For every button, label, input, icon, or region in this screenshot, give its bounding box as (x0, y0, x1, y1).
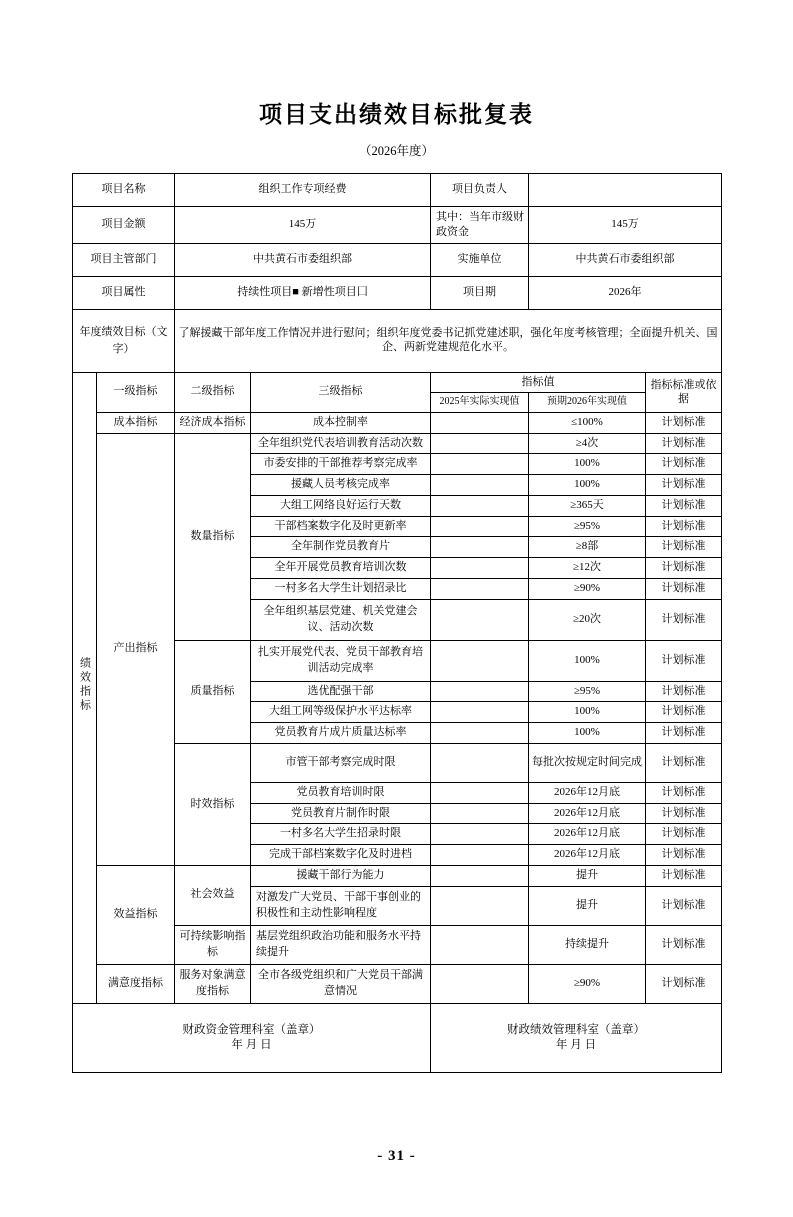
cell-value-2025 (431, 412, 529, 433)
cell-standard: 计划标准 (646, 782, 722, 803)
table-row (73, 412, 722, 433)
row-indicator-header (73, 372, 722, 393)
row-annual-goal (73, 309, 722, 372)
value-project-attribute: 持续性项目■ 新增性项目囗 (175, 276, 431, 309)
cell-value-2026: 提升 (529, 865, 646, 886)
cell-value-2025 (431, 537, 529, 558)
cell-level3: 全市各级党组织和广大党员干部满意情况 (251, 964, 431, 1003)
cell-value-2026: 2026年12月底 (529, 803, 646, 824)
label-project-amount: 项目金额 (73, 207, 175, 244)
cell-standard: 计划标准 (646, 824, 722, 845)
table-row (73, 865, 722, 886)
value-project-leader (529, 174, 722, 207)
cell-level3: 市管干部考察完成时限 (251, 743, 431, 782)
cell-value-2025 (431, 578, 529, 599)
cell-level2: 时效指标 (175, 743, 251, 865)
cell-level1: 效益指标 (97, 865, 175, 964)
cell-value-2026: ≥365天 (529, 495, 646, 516)
cell-standard: 计划标准 (646, 743, 722, 782)
cell-value-2026: ≥4次 (529, 433, 646, 454)
label-city-fund: 其中：当年市级财政资金 (431, 207, 529, 244)
label-performance-indicator: 绩效指标 (78, 657, 91, 714)
cell-standard: 计划标准 (646, 702, 722, 723)
cell-level3: 对激发广大党员、干部干事创业的积极性和主动性影响程度 (251, 886, 431, 925)
cell-standard: 计划标准 (646, 516, 722, 537)
cell-level1: 产出指标 (97, 433, 175, 865)
cell-level3: 市委安排的干部推荐考察完成率 (251, 454, 431, 475)
header-indicator-value: 指标值 (431, 372, 646, 393)
cell-level2: 社会效益 (175, 865, 251, 925)
cell-value-2026: 100% (529, 475, 646, 496)
row-supervising-dept (73, 243, 722, 276)
table-row (73, 964, 722, 1003)
cell-standard: 计划标准 (646, 495, 722, 516)
cell-level3: 党员教育培训时限 (251, 782, 431, 803)
cell-value-2025 (431, 640, 529, 681)
cell-standard: 计划标准 (646, 558, 722, 579)
cell-level3: 党员教育片制作时限 (251, 803, 431, 824)
header-level3: 三级指标 (251, 372, 431, 412)
header-value-2026: 预期2026年实现值 (529, 393, 646, 413)
cell-standard: 计划标准 (646, 964, 722, 1003)
cell-level3: 扎实开展党代表、党员干部教育培训活动完成率 (251, 640, 431, 681)
cell-level3: 大组工网等级保护水平达标率 (251, 702, 431, 723)
cell-value-2025 (431, 865, 529, 886)
label-project-leader: 项目负责人 (431, 174, 529, 207)
cell-value-2025 (431, 702, 529, 723)
cell-level3: 完成干部档案数字化及时进档 (251, 845, 431, 866)
signature-performance-management-date: 年 月 日 (555, 1038, 597, 1051)
cell-value-2026: ≤100% (529, 412, 646, 433)
cell-standard: 计划标准 (646, 454, 722, 475)
row-project-attribute (73, 276, 722, 309)
cell-level1: 满意度指标 (97, 964, 175, 1003)
cell-standard: 计划标准 (646, 681, 722, 702)
page-title: 项目支出绩效目标批复表 (259, 102, 534, 127)
cell-value-2026: ≥8部 (529, 537, 646, 558)
cell-level3: 选优配强干部 (251, 681, 431, 702)
cell-level3: 基层党组织政治功能和服务水平持续提升 (251, 925, 431, 964)
cell-value-2025 (431, 845, 529, 866)
signature-performance-management (431, 1003, 722, 1072)
cell-level2: 服务对象满意度指标 (175, 964, 251, 1003)
cell-level2: 质量指标 (175, 640, 251, 743)
cell-value-2026: ≥90% (529, 964, 646, 1003)
cell-level1: 成本指标 (97, 412, 175, 433)
value-city-fund: 145万 (529, 207, 722, 244)
cell-standard: 计划标准 (646, 640, 722, 681)
cell-standard: 计划标准 (646, 433, 722, 454)
cell-value-2025 (431, 475, 529, 496)
cell-value-2025 (431, 681, 529, 702)
cell-value-2025 (431, 723, 529, 744)
cell-standard: 计划标准 (646, 578, 722, 599)
cell-value-2026: 2026年12月底 (529, 845, 646, 866)
label-annual-goal: 年度绩效目标（文字） (73, 309, 175, 372)
cell-level3: 全年制作党员教育片 (251, 537, 431, 558)
signature-fund-management (73, 1003, 431, 1072)
value-annual-goal: 了解援藏干部年度工作情况并进行慰问；组织年度党委书记抓党建述职，强化年度考核管理；全面提升机关、国企、两新党建规范化水平。 (175, 309, 722, 372)
cell-value-2025 (431, 964, 529, 1003)
document-page (0, 96, 793, 1217)
cell-value-2026: ≥12次 (529, 558, 646, 579)
page-number: - 31 - (377, 1148, 416, 1164)
cell-standard: 计划标准 (646, 845, 722, 866)
cell-value-2026: 100% (529, 723, 646, 744)
cell-value-2025 (431, 495, 529, 516)
row-project-name (73, 174, 722, 207)
cell-value-2025 (431, 925, 529, 964)
value-supervising-dept: 中共黄石市委组织部 (175, 243, 431, 276)
cell-value-2026: 每批次按规定时间完成 (529, 743, 646, 782)
cell-standard: 计划标准 (646, 886, 722, 925)
header-level1: 一级指标 (97, 372, 175, 412)
cell-level3: 全年组织党代表培训教育活动次数 (251, 433, 431, 454)
cell-value-2025 (431, 599, 529, 640)
cell-level3: 党员教育片成片质量达标率 (251, 723, 431, 744)
signature-performance-management-label: 财政绩效管理科室（盖章） (507, 1024, 645, 1037)
cell-standard: 计划标准 (646, 599, 722, 640)
cell-standard: 计划标准 (646, 803, 722, 824)
cell-level3: 全年开展党员教育培训次数 (251, 558, 431, 579)
cell-value-2026: 持续提升 (529, 925, 646, 964)
label-implementing-unit: 实施单位 (431, 243, 529, 276)
performance-target-table (72, 173, 722, 1073)
cell-value-2025 (431, 803, 529, 824)
cell-level3: 成本控制率 (251, 412, 431, 433)
cell-level3: 援藏干部行为能力 (251, 865, 431, 886)
value-project-period: 2026年 (529, 276, 722, 309)
cell-level2: 数量指标 (175, 433, 251, 640)
cell-value-2026: 提升 (529, 886, 646, 925)
cell-value-2026: 100% (529, 702, 646, 723)
cell-level3: 大组工网络良好运行天数 (251, 495, 431, 516)
cell-value-2026: ≥95% (529, 516, 646, 537)
value-project-amount: 145万 (175, 207, 431, 244)
cell-value-2026: ≥20次 (529, 599, 646, 640)
cell-value-2025 (431, 743, 529, 782)
header-standard: 指标标准或依据 (646, 372, 722, 412)
row-signatures (73, 1003, 722, 1072)
cell-level3: 全年组织基层党建、机关党建会议、活动次数 (251, 599, 431, 640)
cell-value-2026: ≥90% (529, 578, 646, 599)
label-supervising-dept: 项目主管部门 (73, 243, 175, 276)
cell-level2: 可持续影响指标 (175, 925, 251, 964)
label-project-attribute: 项目属性 (73, 276, 175, 309)
cell-standard: 计划标准 (646, 723, 722, 744)
cell-level3: 干部档案数字化及时更新率 (251, 516, 431, 537)
row-project-amount (73, 207, 722, 244)
cell-value-2026: 2026年12月底 (529, 782, 646, 803)
cell-value-2025 (431, 433, 529, 454)
cell-value-2025 (431, 558, 529, 579)
cell-value-2026: 2026年12月底 (529, 824, 646, 845)
signature-fund-management-label: 财政资金管理科室（盖章） (182, 1024, 321, 1037)
label-project-period: 项目期 (431, 276, 529, 309)
cell-value-2026: ≥95% (529, 681, 646, 702)
cell-value-2025 (431, 516, 529, 537)
cell-value-2026: 100% (529, 640, 646, 681)
header-value-2025: 2025年实际实现值 (431, 393, 529, 413)
cell-value-2026: 100% (529, 454, 646, 475)
cell-value-2025 (431, 454, 529, 475)
cell-level3: 一村多名大学生招录时限 (251, 824, 431, 845)
cell-value-2025 (431, 886, 529, 925)
header-level2: 二级指标 (175, 372, 251, 412)
cell-level3: 一村多名大学生计划招录比 (251, 578, 431, 599)
cell-standard: 计划标准 (646, 475, 722, 496)
label-project-name: 项目名称 (73, 174, 175, 207)
cell-level3: 援藏人员考核完成率 (251, 475, 431, 496)
table-row (73, 433, 722, 454)
value-project-name: 组织工作专项经费 (175, 174, 431, 207)
cell-value-2025 (431, 824, 529, 845)
cell-standard: 计划标准 (646, 537, 722, 558)
cell-value-2025 (431, 782, 529, 803)
page-subtitle: （2026年度） (358, 144, 434, 158)
cell-standard: 计划标准 (646, 925, 722, 964)
cell-level2: 经济成本指标 (175, 412, 251, 433)
cell-standard: 计划标准 (646, 865, 722, 886)
value-implementing-unit: 中共黄石市委组织部 (529, 243, 722, 276)
signature-fund-management-date: 年 月 日 (231, 1038, 272, 1051)
cell-standard: 计划标准 (646, 412, 722, 433)
